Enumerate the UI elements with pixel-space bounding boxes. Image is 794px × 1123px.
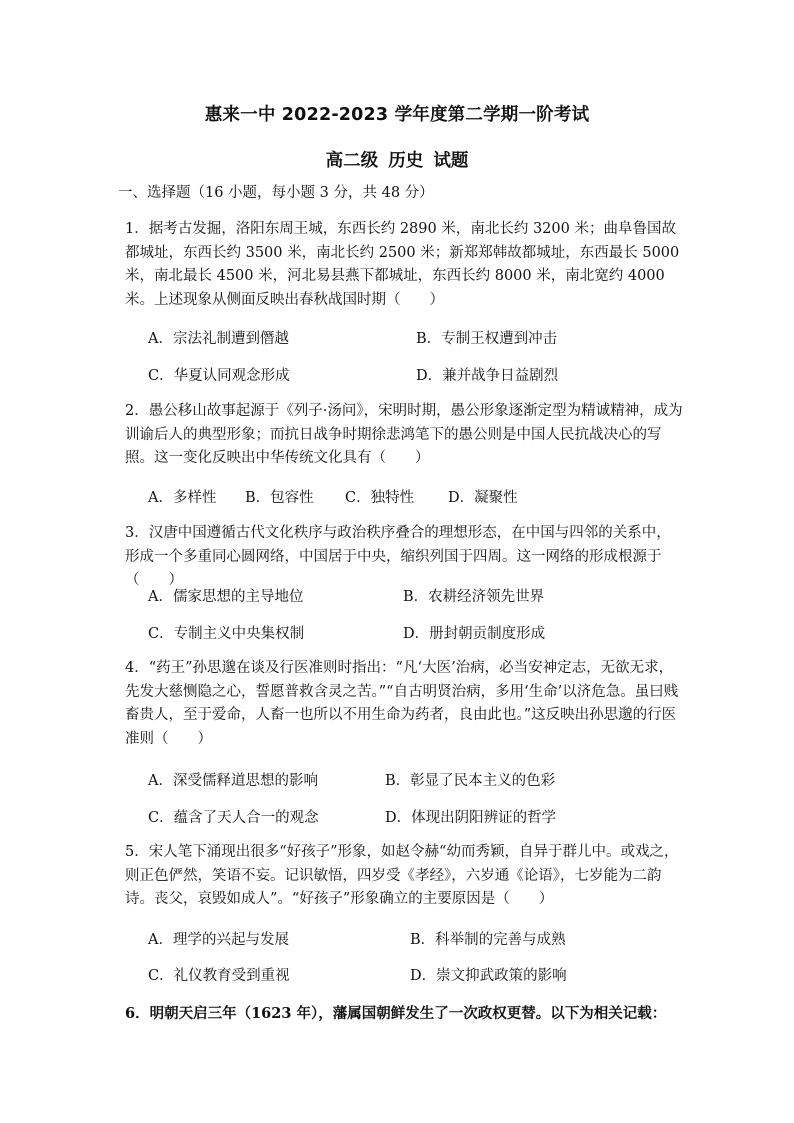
section-heading: 一、选择题（16 小题，每小题 3 分，共 48 分）	[118, 185, 434, 201]
q3-option-a: A．儒家思想的主导地位	[148, 589, 304, 605]
q4-option-d: D．体现出阴阳辨证的哲学	[385, 810, 557, 826]
q4-option-a: A．深受儒释道思想的影响	[148, 773, 318, 789]
q2-option-b: B．包容性	[245, 490, 314, 506]
question-5: 5．宋人笔下涌现出很多“好孩子”形象，如赵令赫“幼而秀颖，自异于群儿中。或戏之，则正色俨然，笑语不妄。记识敏悟，四岁受《孝经》，六岁通《论语》，七岁能为二韵诗。丧父，哀毁如成人”。“好孩子”形象确立的主要原因是（ ）	[125, 844, 679, 908]
q2-option-a: A．多样性	[148, 490, 217, 506]
q5-option-c: C．礼仪教育受到重视	[148, 968, 290, 984]
question-2: 2．愚公移山故事起源于《列子·汤问》，宋明时期，愚公形象逐渐定型为精诚精神，成为训谕后人的典型形象；而抗日战争时期徐悲鸿笔下的愚公则是中国人民抗战决心的写照。这一变化反映出中华传统文化具有（ ）	[125, 403, 683, 467]
q5-option-d: D．崇文抑武政策的影响	[410, 968, 567, 984]
q5-option-b: B．科举制的完善与成熟	[410, 932, 566, 948]
exam-subtitle: 高二级 历史 试题	[325, 151, 469, 171]
q4-option-b: B．彰显了民本主义的色彩	[385, 773, 556, 789]
exam-title: 惠来一中 2022-2023 学年度第二学期一阶考试	[204, 105, 590, 125]
q1-option-a: A．宗法礼制遭到僭越	[148, 331, 289, 347]
question-6: 6．明朝天启三年（1623 年），藩属国朝鲜发生了一次政权更替。以下为相关记载：	[125, 1005, 667, 1022]
q4-option-c: C．蕴含了天人合一的观念	[148, 810, 319, 826]
q1-option-b: B．专制王权遭到冲击	[416, 331, 558, 347]
question-3: 3．汉唐中国遵循古代文化秩序与政治秩序叠合的理想形态，在中国与四邻的关系中，形成一个多重同心圆网络，中国居于中央，缩织列国于四周。这一网络的形成根源于（ ）	[125, 525, 671, 589]
q5-option-a: A．理学的兴起与发展	[148, 932, 289, 948]
q2-option-d: D．凝聚性	[448, 490, 518, 506]
q3-option-c: C．专制主义中央集权制	[148, 626, 305, 642]
q3-option-d: D．册封朝贡制度形成	[403, 626, 546, 642]
question-4: 4．“药王”孙思邈在谈及行医准则时指出：“凡‘大医’治病，必当安神定志，无欲无求，先发大慈恻隐之心，誓愿普救含灵之苦。”“自古明贤治病，多用‘生命’以济危急。虽曰贱畜贵人，至于爱命，人畜一也所以不用生命为药者，良由此也。”这反映出孙思邈的行医准则（ ）	[125, 660, 679, 747]
q1-option-d: D．兼并战争日益剧烈	[416, 368, 559, 384]
q2-option-c: C．独特性	[345, 490, 415, 506]
q3-option-b: B．农耕经济领先世界	[403, 589, 545, 605]
q1-option-c: C．华夏认同观念形成	[148, 368, 290, 384]
question-1: 1．据考古发掘，洛阳东周王城，东西长约 2890 米，南北长约 3200 米；曲阜鲁国故都城址，东西长约 3500 米，南北长约 2500 米；新郑郑韩故都城址，东西最长 5000 米，南北最长 4500 米，河北易县燕下都城址，东西长约 8000 米，南北宽约 4000 米。上述现象从侧面反映出春秋战国时期（ ）	[125, 221, 680, 308]
